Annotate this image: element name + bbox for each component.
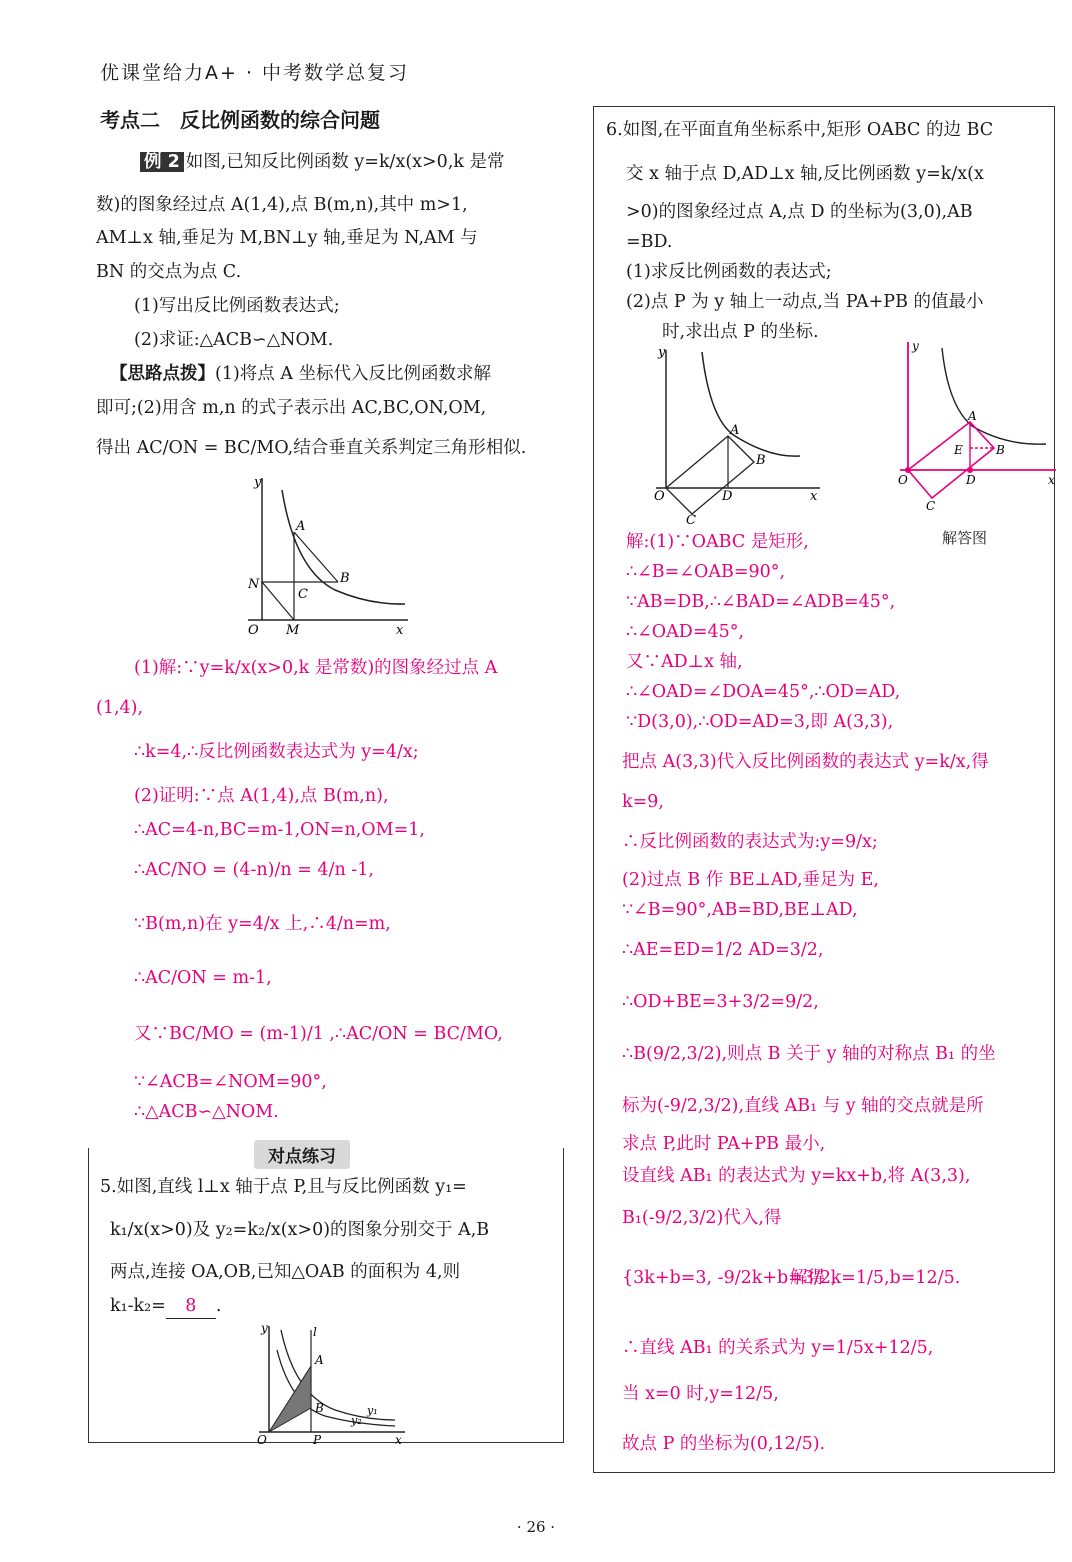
q6-line-0: 6.如图,在平面直角坐标系中,矩形 OABC 的边 BC bbox=[606, 120, 994, 140]
label-E: E bbox=[954, 443, 963, 457]
label-B: B bbox=[340, 571, 350, 586]
rectangle-OABC bbox=[908, 422, 994, 498]
q6-sol-19: {3k+b=3, -9/2k+b=3/2, bbox=[622, 1268, 837, 1288]
q6-line-2: >0)的图象经过点 A,点 D 的坐标为(3,0),AB bbox=[626, 202, 973, 222]
page-number: · 26 · bbox=[516, 1518, 556, 1536]
sol-line-1: (1,4), bbox=[96, 698, 144, 718]
triangle-OAB bbox=[269, 1366, 311, 1432]
label-D: D bbox=[722, 489, 733, 504]
example2-line-4: (1)写出反比例函数表达式; bbox=[134, 296, 340, 316]
label-x: x bbox=[395, 1433, 402, 1445]
label-y: y bbox=[261, 1321, 268, 1335]
q6-sol-12: ∴AE=ED=1/2 AD=3/2, bbox=[622, 940, 824, 960]
sol-line-10: ∴△ACB∽△NOM. bbox=[134, 1102, 279, 1122]
q6-line-5: (2)点 P 为 y 轴上一动点,当 PA+PB 的值最小 bbox=[626, 292, 984, 312]
rectangle-OABC bbox=[666, 436, 754, 514]
q5-figure bbox=[255, 1320, 415, 1445]
hint-line-2: 得出 AC/ON = BC/MO,结合垂直关系判定三角形相似. bbox=[96, 438, 527, 458]
q6-sol-8: k=9, bbox=[622, 792, 664, 812]
section-title: 考点二 反比例函数的综合问题 bbox=[100, 108, 380, 132]
example2-figure bbox=[240, 470, 420, 640]
q6-sol-0: 解:(1)∵OABC 是矩形, bbox=[626, 532, 809, 552]
label-x: x bbox=[396, 623, 404, 638]
q5-line-3: k₁-k₂= 8 . bbox=[110, 1294, 221, 1319]
q6-sol-18: B₁(-9/2,3/2)代入,得 bbox=[622, 1208, 782, 1228]
label-B: B bbox=[315, 1401, 324, 1415]
label-C: C bbox=[298, 587, 308, 602]
label-C: C bbox=[686, 513, 696, 525]
label-O: O bbox=[654, 489, 665, 504]
label-y: y bbox=[254, 475, 262, 490]
q6-sol-10: (2)过点 B 作 BE⊥AD,垂足为 E, bbox=[622, 870, 879, 890]
hyperbola-curve bbox=[702, 352, 800, 456]
hint-line-0: 【思路点拨】(1)将点 A 坐标代入反比例函数求解 bbox=[110, 364, 492, 384]
label-A: A bbox=[315, 1353, 324, 1367]
label-y: y bbox=[912, 339, 919, 353]
sol-line-9: ∵∠ACB=∠NOM=90°, bbox=[134, 1072, 327, 1092]
example2-line-0: 例 2 如图,已知反比例函数 y=k/x(x>0,k 是常 bbox=[140, 150, 505, 174]
label-D: D bbox=[966, 473, 976, 487]
label-O: O bbox=[248, 623, 259, 638]
q6-answer-figure bbox=[896, 336, 1061, 516]
label-A: A bbox=[296, 519, 306, 534]
example2-line-5: (2)求证:△ACB∽△NOM. bbox=[134, 330, 334, 350]
sol-line-2: ∴k=4,∴反比例函数表达式为 y=4/x; bbox=[134, 742, 419, 762]
q5-line-2: 两点,连接 OA,OB,已知△OAB 的面积为 4,则 bbox=[110, 1262, 461, 1282]
q6-line-6: 时,求出点 P 的坐标. bbox=[662, 322, 819, 342]
line-NM bbox=[262, 582, 294, 620]
q6-line-3: =BD. bbox=[626, 232, 673, 252]
example2-line-2: AM⊥x 轴,垂足为 M,BN⊥y 轴,垂足为 N,AM 与 bbox=[96, 228, 478, 248]
label-y2: y₂ bbox=[351, 1414, 362, 1427]
q6-sol-17: 设直线 AB₁ 的表达式为 y=kx+b,将 A(3,3), bbox=[622, 1166, 971, 1186]
label-x: x bbox=[1048, 473, 1055, 487]
q5-line-1: k₁/x(x>0)及 y₂=k₂/x(x>0)的图象分别交于 A,B bbox=[110, 1220, 490, 1240]
q6-sol-4: 又∵AD⊥x 轴, bbox=[626, 652, 743, 672]
example2-line-3: BN 的交点为点 C. bbox=[96, 262, 242, 282]
label-P: P bbox=[313, 1433, 322, 1445]
label-A: A bbox=[730, 423, 740, 438]
hint-line-1: 即可;(2)用含 m,n 的式子表示出 AC,BC,ON,OM, bbox=[96, 398, 487, 418]
label-O: O bbox=[257, 1433, 267, 1445]
practice-tag: 对点练习 bbox=[254, 1140, 350, 1169]
label-A: A bbox=[968, 409, 977, 423]
label-B: B bbox=[996, 443, 1005, 457]
q6-sol-20: 解得 k=1/5,b=12/5. bbox=[790, 1268, 961, 1288]
label-y: y bbox=[658, 345, 666, 360]
answer-figure-caption: 解答图 bbox=[942, 529, 988, 547]
q6-figure bbox=[650, 340, 830, 525]
q6-sol-9: ∴反比例函数的表达式为:y=9/x; bbox=[622, 832, 878, 852]
example2-line-1: 数)的图象经过点 A(1,4),点 B(m,n),其中 m>1, bbox=[96, 195, 468, 215]
q5-answer: 8 bbox=[166, 1294, 216, 1319]
page-header: 优课堂给力A+ · 中考数学总复习 bbox=[100, 62, 410, 84]
example-badge: 例 2 bbox=[140, 152, 184, 172]
sol-line-3: (2)证明:∵点 A(1,4),点 B(m,n), bbox=[134, 786, 389, 806]
q6-sol-3: ∴∠OAD=45°, bbox=[626, 622, 745, 642]
q6-sol-22: 当 x=0 时,y=12/5, bbox=[622, 1384, 779, 1404]
label-B: B bbox=[756, 453, 766, 468]
label-C: C bbox=[926, 499, 936, 513]
label-O: O bbox=[898, 473, 908, 487]
q6-sol-21: ∴直线 AB₁ 的关系式为 y=1/5x+12/5, bbox=[622, 1338, 934, 1358]
q6-sol-1: ∴∠B=∠OAB=90°, bbox=[626, 562, 786, 582]
q6-sol-16: 求点 P,此时 PA+PB 最小, bbox=[622, 1134, 826, 1154]
q6-sol-7: 把点 A(3,3)代入反比例函数的表达式 y=k/x,得 bbox=[622, 752, 989, 772]
q5-line-0: 5.如图,直线 l⊥x 轴于点 P,且与反比例函数 y₁= bbox=[100, 1177, 467, 1197]
label-N: N bbox=[248, 577, 260, 592]
q6-sol-11: ∵∠B=90°,AB=BD,BE⊥AD, bbox=[622, 900, 858, 920]
label-l: l bbox=[313, 1325, 317, 1339]
q6-line-4: (1)求反比例函数的表达式; bbox=[626, 262, 832, 282]
q6-sol-15: 标为(-9/2,3/2),直线 AB₁ 与 y 轴的交点就是所 bbox=[622, 1096, 984, 1116]
sol-line-5: ∴AC/NO = (4-n)/n = 4/n -1, bbox=[134, 860, 374, 880]
q6-sol-5: ∴∠OAD=∠DOA=45°,∴OD=AD, bbox=[626, 682, 901, 702]
label-x: x bbox=[810, 489, 818, 504]
q6-sol-23: 故点 P 的坐标为(0,12/5). bbox=[622, 1434, 826, 1454]
q6-sol-6: ∵D(3,0),∴OD=AD=3,即 A(3,3), bbox=[626, 712, 894, 732]
q6-sol-2: ∵AB=DB,∴∠BAD=∠ADB=45°, bbox=[626, 592, 896, 612]
sol-line-8: 又∵BC/MO = (m-1)/1 ,∴AC/ON = BC/MO, bbox=[134, 1024, 503, 1044]
q6-line-1: 交 x 轴于点 D,AD⊥x 轴,反比例函数 y=k/x(x bbox=[626, 164, 984, 184]
sol-line-7: ∴AC/ON = m-1, bbox=[134, 968, 272, 988]
sol-line-4: ∴AC=4-n,BC=m-1,ON=n,OM=1, bbox=[134, 820, 425, 840]
q6-sol-13: ∴OD+BE=3+3/2=9/2, bbox=[622, 992, 819, 1012]
sol-line-0: (1)解:∵y=k/x(x>0,k 是常数)的图象经过点 A bbox=[134, 658, 498, 678]
label-y1: y₁ bbox=[367, 1404, 378, 1417]
q6-sol-14: ∴B(9/2,3/2),则点 B 关于 y 轴的对称点 B₁ 的坐 bbox=[622, 1044, 996, 1064]
sol-line-6: ∵B(m,n)在 y=4/x 上,∴4/n=m, bbox=[134, 914, 391, 934]
hyperbola-curve bbox=[942, 348, 1046, 444]
label-M: M bbox=[286, 623, 300, 638]
